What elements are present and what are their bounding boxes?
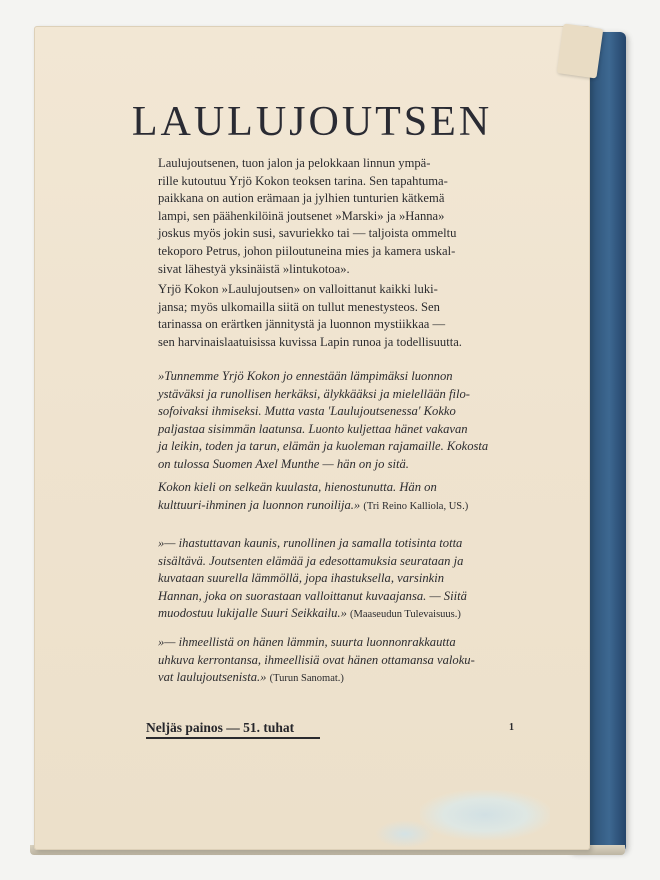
text-line: Hannan, joka on suorastaan valloittanut kuvaajansa. — Siitä: [158, 588, 467, 603]
jacket-torn-corner: [557, 23, 604, 78]
text-line: sisältävä. Joutsenten elämää ja edesottamuksia seurataan ja: [158, 553, 464, 568]
text-line: sen harvinaislaatuisissa kuvissa Lapin runoa ja todellisuutta.: [158, 334, 462, 349]
quote-source: (Maaseudun Tulevaisuus.): [350, 609, 461, 621]
review-quote-4: [158, 634, 524, 688]
quote-text: kulttuuri-ihminen ja luonnon runoilija.»: [158, 497, 361, 512]
intro-paragraph-1: [158, 155, 524, 278]
quote-text: muodostuu lukijalle Suuri Seikkailu.»: [158, 606, 347, 621]
text-line: ystäväksi ja runollisen herkäksi, älykkääksi ja mielellään filo-: [158, 386, 470, 401]
text-line: lampi, sen päähenkilöinä joutsenet »Marski» ja »Hanna»: [158, 208, 445, 223]
text-line: rille kutoutuu Yrjö Kokon teoksen tarina. Sen tapahtuma-: [158, 173, 448, 188]
text-line: [158, 497, 524, 516]
text-line: kuvataan suurella lämmöllä, jopa ihastuksella, varsinkin: [158, 571, 445, 586]
text-line: sivat lähestyä yksinäistä »lintukotoa».: [158, 261, 350, 276]
edition-line: Neljäs painos — 51. tuhat: [146, 720, 295, 735]
page-mark: 1: [509, 722, 514, 733]
book-title: LAULUJOUTSEN: [131, 99, 493, 145]
text-line: Laulujoutsenen, tuon jalon ja pelokkaan linnun ympä-: [158, 156, 431, 170]
text-line: paljastaa sisimmän laatunsa. Luonto kuljettaa hänet vakavan: [158, 421, 468, 436]
quote-text: vat laulujoutsenista.»: [158, 670, 267, 685]
quote-source: (Tri Reino Kalliola, US.): [363, 500, 469, 512]
quote-source: (Turun Sanomat.): [269, 673, 344, 685]
text-line: on tulossa Suomen Axel Munthe — hän on jo sitä.: [158, 456, 409, 471]
water-stain-small: [375, 820, 435, 848]
edition-underline: [146, 737, 320, 739]
text-line: »Tunnemme Yrjö Kokon jo ennestään lämpimäksi luonnon: [158, 369, 453, 383]
text-line: »— ihastuttavan kaunis, runollinen ja samalla totisinta totta: [158, 536, 463, 550]
text-line: joskus myös jokin susi, savuriekko tai — taljoista ommeltu: [158, 226, 457, 241]
intro-paragraph-2: [158, 281, 524, 351]
text-line: jansa; myös ulkomailla siitä on tullut menestysteos. Sen: [158, 299, 440, 314]
review-quote-1: [158, 368, 524, 474]
text-line: tarinassa on erärtken jännitystä ja luonnon mystiikkaa —: [158, 317, 446, 332]
text-line: Kokon kieli on selkeän kuulasta, hienostunutta. Hän on: [158, 480, 437, 494]
text-line: sofoivaksi ihmiseksi. Mutta vasta 'Laulujoutsenessa' Kokko: [158, 404, 456, 419]
review-quote-2: [158, 479, 524, 515]
text-line: tekoporo Petrus, johon piiloutuneina mies ja kamera uskal-: [158, 243, 456, 258]
text-line: paikkana on aution erämaan ja jylhien tunturien kätkemä: [158, 191, 445, 206]
text-line: [158, 605, 524, 624]
review-quote-3: [158, 535, 524, 624]
text-line: »— ihmeellistä on hänen lämmin, suurta luonnonrakkautta: [158, 635, 456, 649]
text-line: [158, 669, 524, 688]
text-line: ja leikin, toden ja tarun, elämän ja kuoleman rajamaille. Kokosta: [158, 439, 489, 454]
water-stain: [420, 790, 550, 840]
text-line: uhkuva kerrontansa, ihmeellisiä ovat hänen ottamansa valoku-: [158, 652, 475, 667]
text-line: Yrjö Kokon »Laulujoutsen» on valloittanut kaikki luki-: [158, 282, 438, 296]
